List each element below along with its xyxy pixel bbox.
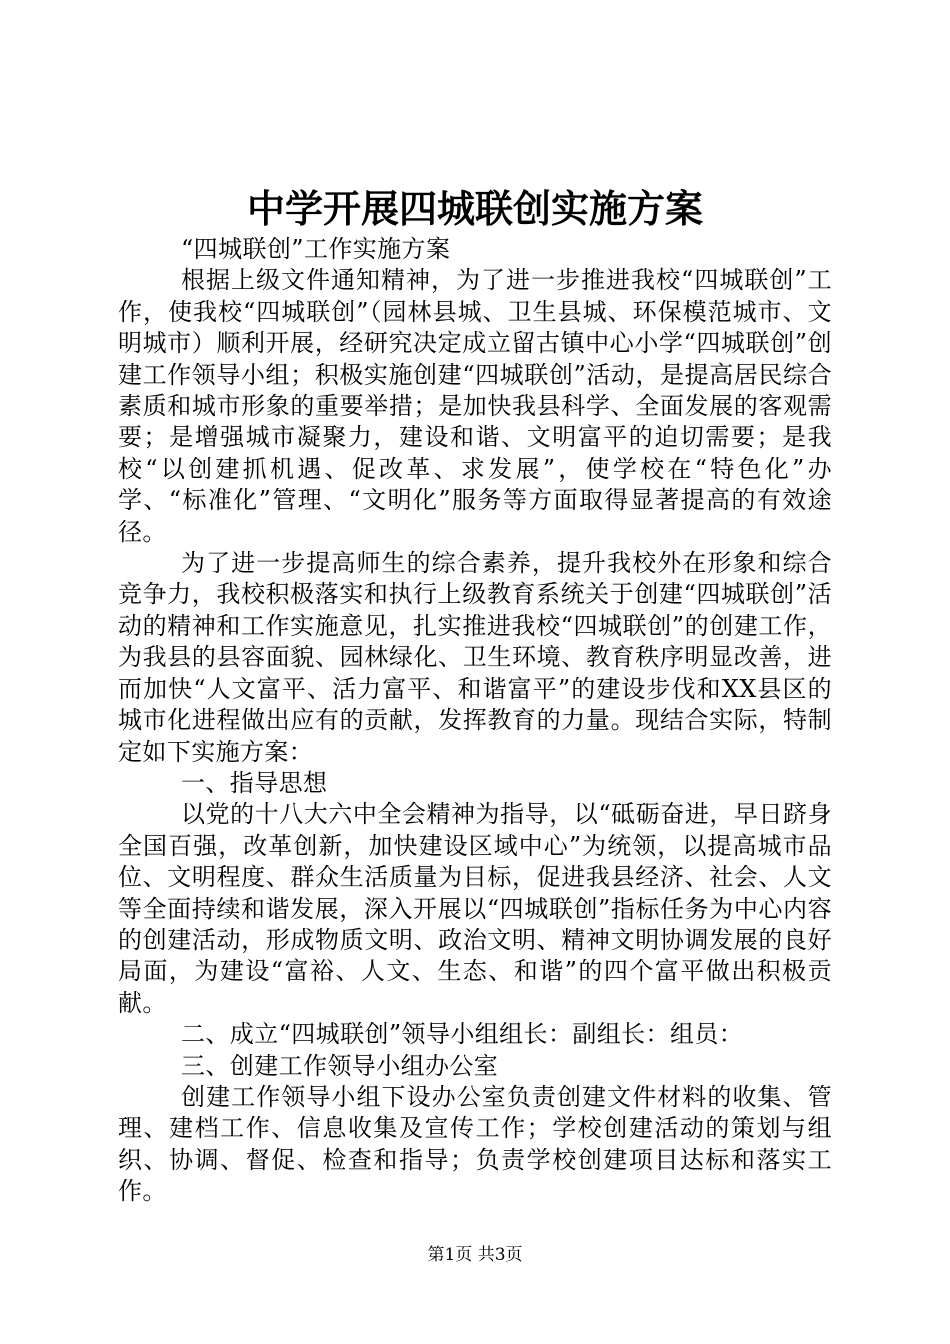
- paragraph-guiding-ideology: 以党的十八大六中全会精神为指导，以“砥砺奋进，早日跻身全国百强，改革创新，加快建设区域中心”为统领，以提高城市品位、文明程度、群众生活质量为目标，促进我县经济、社会、人文等全面持续和谐发展，深入开展以“四城联创”指标任务为中心内容的创建活动，形成物质文明、政治文明、精神文明协调发展的良好局面，为建设“富裕、人文、生态、和谐”的四个富平做出积极贡献。: [118, 800, 832, 1017]
- paragraph-office-duties: 创建工作领导小组下设办公室负责创建文件材料的收集、管理、建档工作、信息收集及宣传工作；学校创建活动的策划与组织、协调、督促、检查和指导；负责学校创建项目达标和落实工作。: [118, 1082, 832, 1206]
- paragraph-background: 根据上级文件通知精神，为了进一步推进我校“四城联创”工作，使我校“四城联创”（园林县城、卫生县城、环保模范城市、文明城市）顺利开展，经研究决定成立留古镇中心小学“四城联创”创建工作领导小组；积极实施创建“四城联创”活动，是提高居民综合素质和城市形象的重要举措；是加快我县科学、全面发展的客观需要；是增强城市凝聚力，建设和谐、文明富平的迫切需要；是我校“以创建抓机遇、促改革、求发展”，使学校在“特色化”办学、“标准化”管理、“文明化”服务等方面取得显著提高的有效途径。: [118, 266, 832, 546]
- section-heading-office: 三、创建工作领导小组办公室: [181, 1051, 499, 1080]
- document-body: [118, 234, 832, 1208]
- document-title: 中学开展四城联创实施方案: [246, 186, 703, 231]
- section-heading-leadership-group: 二、成立“四城联创”领导小组组长：副组长：组员：: [181, 1020, 744, 1049]
- section-heading-guiding-ideology: 一、指导思想: [181, 768, 328, 797]
- paragraph-purpose: 为了进一步提高师生的综合素养，提升我校外在形象和综合竞争力，我校积极落实和执行上级教育系统关于创建“四城联创”活动的精神和工作实施意见，扎实推进我校“四城联创”的创建工作，为我县的县容面貌、园林绿化、卫生环境、教育秩序明显改善，进而加快“人文富平、活力富平、和谐富平”的建设步伐和XX县区的城市化进程做出应有的贡献，发挥教育的力量。现结合实际，特制定如下实施方案：: [118, 549, 832, 766]
- page-number-footer: 第1页 共3页: [427, 1245, 523, 1265]
- paragraph-subtitle: “四城联创”工作实施方案: [181, 235, 451, 263]
